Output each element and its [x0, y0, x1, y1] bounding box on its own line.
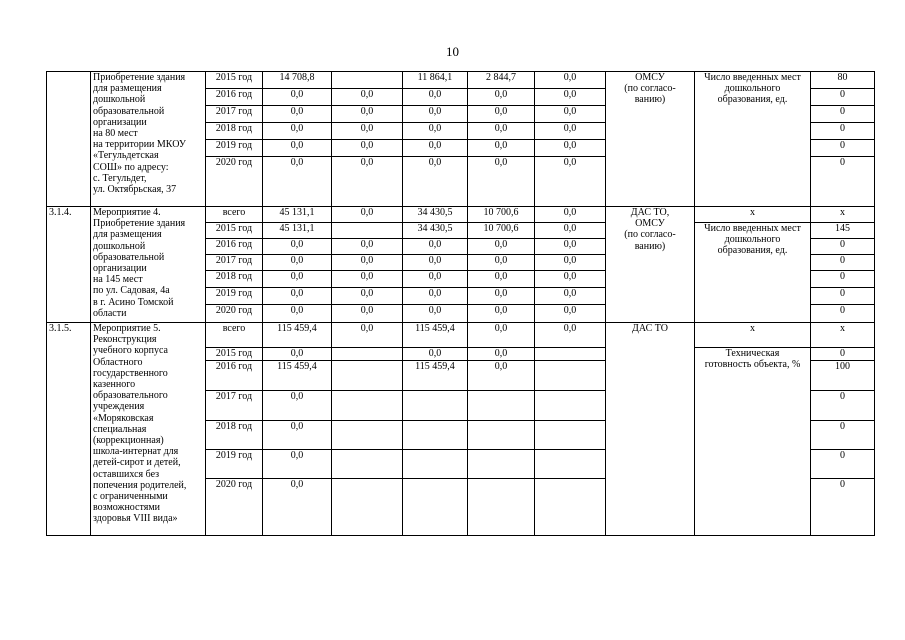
item-name: Мероприятие 5. Реконструкция учебного корпуса Областного государственного казенного образовательного учреждения «Моряковская специальная (коррекционная) школа-интернат для детей-сирот и детей, оставшихся без попечения родителей, с ограниченными возможностями здоровья VIII вида»: [91, 323, 206, 536]
value-cell: 0,0: [535, 106, 606, 123]
value-cell: 45 131,1: [263, 223, 332, 239]
value-cell: 0,0: [263, 421, 332, 450]
value-cell: 0,0: [332, 271, 403, 288]
value-cell: 0,0: [332, 207, 403, 223]
item-name: Приобретение здания для размещения дошкольной образовательной организации на 80 мест на территории МКОУ «Тегульдетская СОШ» по адресу: с. Тегульдет, ул. Октябрьская, 37: [91, 72, 206, 207]
target-value-cell: х: [811, 323, 875, 348]
value-cell: 0,0: [403, 89, 468, 106]
value-cell: 0,0: [263, 255, 332, 271]
value-cell: [332, 479, 403, 536]
target-value-cell: 0: [811, 391, 875, 421]
value-cell: 0,0: [403, 239, 468, 255]
value-cell: 10 700,6: [468, 207, 535, 223]
indicator-cell: Число введенных мест дошкольного образования, ед.: [695, 72, 811, 207]
target-value-cell: 0: [811, 123, 875, 140]
period-cell: всего: [206, 207, 263, 223]
value-cell: 115 459,4: [403, 361, 468, 391]
target-value-cell: 0: [811, 479, 875, 536]
value-cell: 115 459,4: [403, 323, 468, 348]
target-value-cell: 0: [811, 255, 875, 271]
value-cell: 0,0: [403, 157, 468, 207]
period-cell: 2016 год: [206, 239, 263, 255]
target-value-cell: 0: [811, 348, 875, 361]
value-cell: 0,0: [535, 239, 606, 255]
target-value-cell: 0: [811, 288, 875, 305]
value-cell: [468, 450, 535, 479]
value-cell: [332, 361, 403, 391]
value-cell: 0,0: [332, 140, 403, 157]
target-value-cell: 0: [811, 239, 875, 255]
value-cell: 0,0: [535, 271, 606, 288]
value-cell: 0,0: [403, 123, 468, 140]
value-cell: 115 459,4: [263, 361, 332, 391]
target-value-cell: 0: [811, 305, 875, 323]
period-cell: 2020 год: [206, 305, 263, 323]
target-value-cell: х: [811, 207, 875, 223]
value-cell: 0,0: [263, 106, 332, 123]
period-cell: 2017 год: [206, 255, 263, 271]
value-cell: 0,0: [535, 157, 606, 207]
value-cell: 0,0: [263, 288, 332, 305]
period-cell: 2020 год: [206, 479, 263, 536]
target-value-cell: 80: [811, 72, 875, 89]
value-cell: 0,0: [535, 207, 606, 223]
value-cell: [468, 479, 535, 536]
value-cell: 115 459,4: [263, 323, 332, 348]
value-cell: 0,0: [403, 140, 468, 157]
period-cell: 2020 год: [206, 157, 263, 207]
period-cell: 2016 год: [206, 361, 263, 391]
value-cell: 0,0: [263, 123, 332, 140]
value-cell: [403, 421, 468, 450]
value-cell: 0,0: [468, 255, 535, 271]
value-cell: 0,0: [332, 239, 403, 255]
value-cell: [535, 479, 606, 536]
value-cell: 0,0: [332, 123, 403, 140]
value-cell: [332, 348, 403, 361]
value-cell: 0,0: [535, 305, 606, 323]
value-cell: 2 844,7: [468, 72, 535, 89]
value-cell: 0,0: [468, 89, 535, 106]
value-cell: 0,0: [263, 450, 332, 479]
target-value-cell: 0: [811, 450, 875, 479]
value-cell: 0,0: [263, 140, 332, 157]
target-value-cell: 0: [811, 106, 875, 123]
value-cell: 0,0: [332, 106, 403, 123]
target-value-cell: 0: [811, 271, 875, 288]
value-cell: 0,0: [263, 89, 332, 106]
value-cell: [403, 450, 468, 479]
executor-cell: ОМСУ (по согласо- ванию): [606, 72, 695, 207]
target-value-cell: 0: [811, 140, 875, 157]
period-cell: 2019 год: [206, 140, 263, 157]
indicator-cell: Техническая готовность объекта, %: [695, 348, 811, 536]
value-cell: 10 700,6: [468, 223, 535, 239]
indicator-cell: х: [695, 207, 811, 223]
value-cell: [535, 361, 606, 391]
target-value-cell: 145: [811, 223, 875, 239]
value-cell: 0,0: [403, 305, 468, 323]
value-cell: [535, 450, 606, 479]
value-cell: 0,0: [535, 255, 606, 271]
value-cell: 45 131,1: [263, 207, 332, 223]
indicator-cell: х: [695, 323, 811, 348]
executor-cell: ДАС ТО: [606, 323, 695, 536]
value-cell: 0,0: [535, 223, 606, 239]
value-cell: 34 430,5: [403, 207, 468, 223]
page-number: 10: [446, 44, 459, 59]
value-cell: 0,0: [535, 140, 606, 157]
target-value-cell: 0: [811, 421, 875, 450]
period-cell: 2018 год: [206, 271, 263, 288]
period-cell: 2015 год: [206, 348, 263, 361]
table-row: [47, 207, 875, 223]
value-cell: [468, 391, 535, 421]
value-cell: 0,0: [263, 157, 332, 207]
value-cell: 0,0: [332, 255, 403, 271]
value-cell: [468, 421, 535, 450]
value-cell: 11 864,1: [403, 72, 468, 89]
value-cell: 34 430,5: [403, 223, 468, 239]
value-cell: 0,0: [468, 106, 535, 123]
item-number: 3.1.5.: [47, 323, 91, 536]
value-cell: 0,0: [332, 288, 403, 305]
value-cell: 0,0: [403, 348, 468, 361]
target-value-cell: 0: [811, 157, 875, 207]
value-cell: 0,0: [535, 89, 606, 106]
value-cell: 0,0: [468, 123, 535, 140]
period-cell: 2015 год: [206, 223, 263, 239]
period-cell: 2019 год: [206, 450, 263, 479]
period-cell: 2018 год: [206, 421, 263, 450]
value-cell: 0,0: [263, 348, 332, 361]
program-table: [46, 71, 875, 536]
value-cell: 0,0: [403, 288, 468, 305]
period-cell: всего: [206, 323, 263, 348]
value-cell: 0,0: [263, 271, 332, 288]
value-cell: 14 708,8: [263, 72, 332, 89]
value-cell: 0,0: [263, 479, 332, 536]
value-cell: 0,0: [263, 239, 332, 255]
value-cell: 0,0: [332, 89, 403, 106]
value-cell: [403, 479, 468, 536]
value-cell: 0,0: [535, 288, 606, 305]
value-cell: [332, 72, 403, 89]
value-cell: 0,0: [535, 123, 606, 140]
value-cell: 0,0: [468, 348, 535, 361]
value-cell: 0,0: [332, 305, 403, 323]
value-cell: 0,0: [403, 271, 468, 288]
table-row: [47, 72, 875, 89]
target-value-cell: 0: [811, 89, 875, 106]
value-cell: 0,0: [535, 72, 606, 89]
value-cell: 0,0: [468, 305, 535, 323]
indicator-cell: Число введенных мест дошкольного образования, ед.: [695, 223, 811, 323]
period-cell: 2015 год: [206, 72, 263, 89]
value-cell: [332, 391, 403, 421]
value-cell: [535, 348, 606, 361]
value-cell: [332, 450, 403, 479]
value-cell: 0,0: [332, 323, 403, 348]
period-cell: 2018 год: [206, 123, 263, 140]
value-cell: 0,0: [468, 271, 535, 288]
value-cell: 0,0: [403, 106, 468, 123]
item-number: [47, 72, 91, 207]
period-cell: 2017 год: [206, 106, 263, 123]
value-cell: 0,0: [535, 323, 606, 348]
period-cell: 2016 год: [206, 89, 263, 106]
period-cell: 2019 год: [206, 288, 263, 305]
value-cell: [535, 391, 606, 421]
value-cell: [332, 223, 403, 239]
value-cell: 0,0: [468, 361, 535, 391]
value-cell: 0,0: [403, 255, 468, 271]
value-cell: 0,0: [263, 391, 332, 421]
executor-cell: ДАС ТО, ОМСУ (по согласо- ванию): [606, 207, 695, 323]
value-cell: 0,0: [468, 239, 535, 255]
value-cell: 0,0: [468, 323, 535, 348]
table-row: [47, 323, 875, 348]
value-cell: [403, 391, 468, 421]
value-cell: 0,0: [263, 305, 332, 323]
item-name: Мероприятие 4. Приобретение здания для размещения дошкольной образовательной организации на 145 мест по ул. Садовая, 4а в г. Асино Томской области: [91, 207, 206, 323]
value-cell: 0,0: [468, 140, 535, 157]
value-cell: 0,0: [332, 157, 403, 207]
value-cell: [535, 421, 606, 450]
item-number: 3.1.4.: [47, 207, 91, 323]
value-cell: 0,0: [468, 157, 535, 207]
period-cell: 2017 год: [206, 391, 263, 421]
target-value-cell: 100: [811, 361, 875, 391]
value-cell: 0,0: [468, 288, 535, 305]
value-cell: [332, 421, 403, 450]
